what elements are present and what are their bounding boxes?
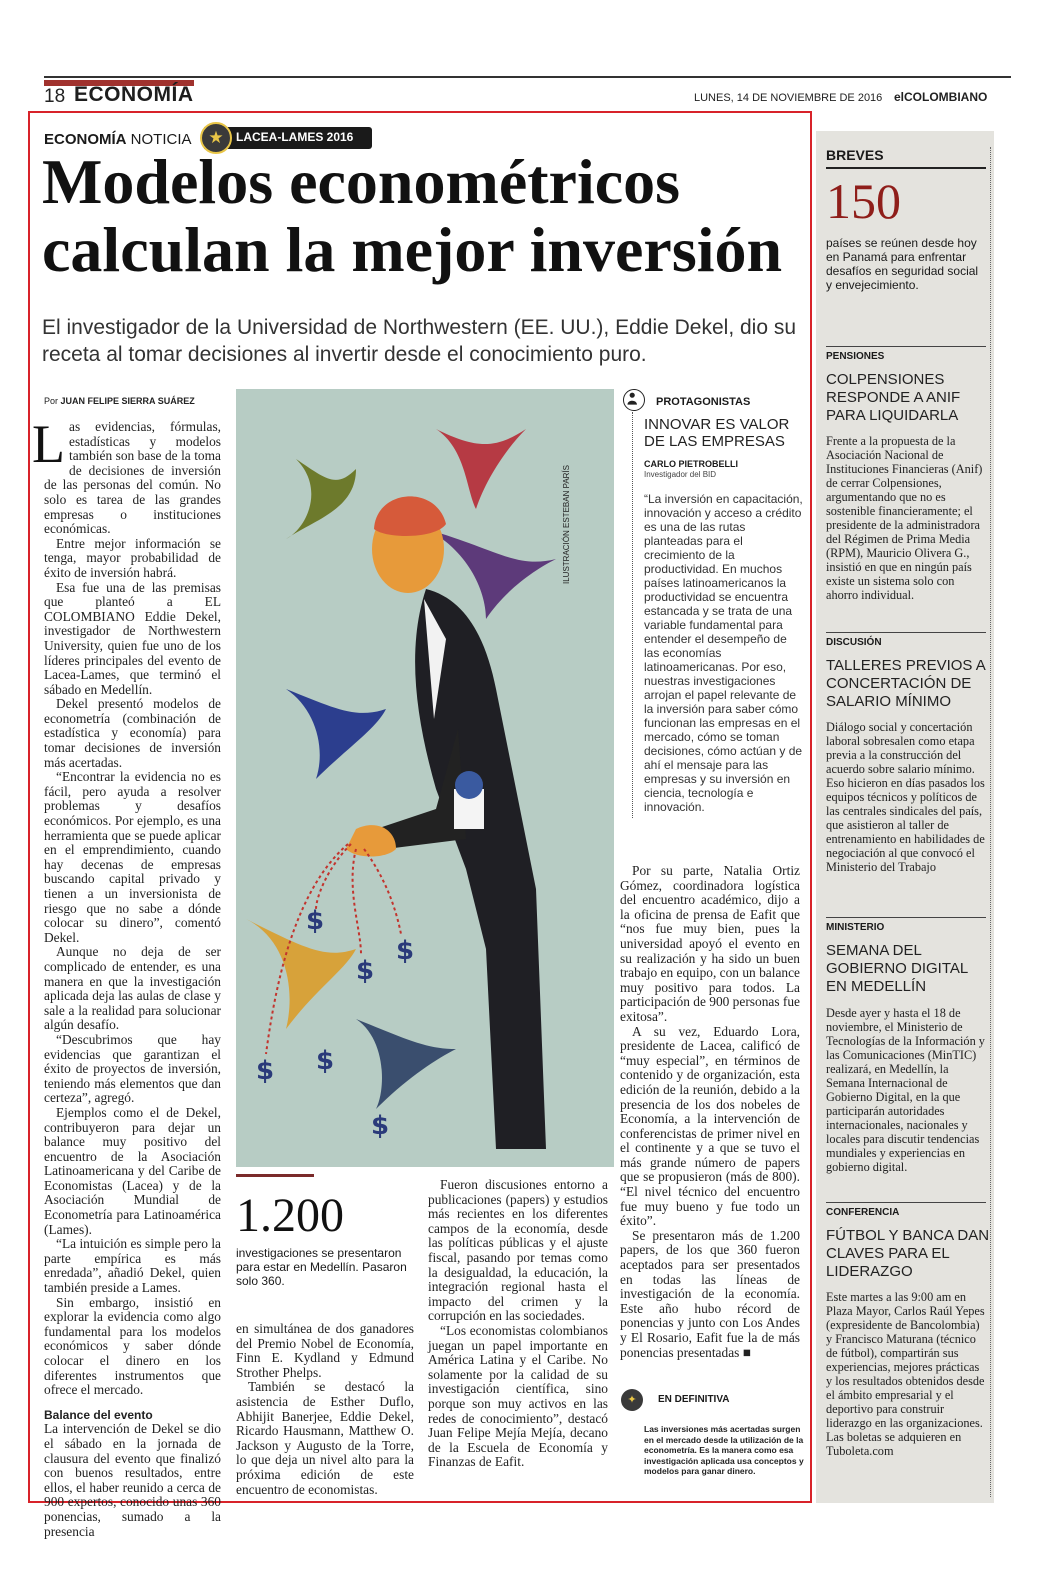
article-column-3 bbox=[428, 1178, 608, 1470]
sidebar-body: Desde ayer y hasta el 18 de noviembre, el Ministerio de Tecnologías de la Información y las Comunicaciones (MinTIC) realizará, en Medellín, la Semana Internacional de Gobierno Digital, en la que participarán autoridades internacionales, nacionales y locales para discutir tendencias mundiales y experiencias en gobierno digital. bbox=[826, 1006, 985, 1174]
protagonistas-label: PROTAGONISTAS bbox=[656, 396, 751, 408]
paragraph: as evidencias, fórmulas, estadísticas y modelos también son base de la toma de decisiones de inversión de las personas del común. No solo es tarea de las grandes empresas o instituciones económicas. bbox=[44, 419, 221, 537]
svg-text:$: $ bbox=[371, 1111, 390, 1141]
svg-text:$: $ bbox=[306, 906, 325, 936]
stat-number: 1.200 bbox=[236, 1189, 344, 1242]
protagonistas-name: CARLO PIETROBELLI bbox=[644, 459, 738, 469]
sidebar-divider bbox=[990, 147, 991, 1497]
paragraph: en simultánea de dos ganadores del Premio Nobel de Economía, Finn E. Kydland y Edmund Strother Phelps. bbox=[236, 1321, 414, 1380]
paragraph: Ejemplos como el de Dekel, contribuyeron para dejar un balance muy positivo del encuentro de la Asociación Latinoamericana y del Caribe de Economistas (Lacea) y de la Asociación Mundial de Econometría para Latinoamérica (Lames). bbox=[44, 1104, 221, 1237]
masthead-rule bbox=[44, 76, 1011, 78]
paragraph: Esa fue una de las premisas que planteó a EL COLOMBIANO Eddie Dekel, investigador de Northwestern University, quien fue uno de los líderes principales del evento de Lacea-Lames, que terminó el sábado en Medellín. bbox=[44, 579, 221, 697]
article-column-4 bbox=[620, 864, 800, 1360]
protagonistas-role: Investigador del BID bbox=[644, 470, 717, 479]
protagonistas-headline: INNOVAR ES VALOR DE LAS EMPRESAS bbox=[644, 416, 790, 450]
sidebar-title-rule bbox=[826, 167, 986, 169]
publication-name: elCOLOMBIANO bbox=[894, 90, 988, 104]
emblem-icon: ✦ bbox=[621, 1389, 643, 1411]
sidebar-rule bbox=[826, 917, 986, 918]
byline bbox=[44, 396, 195, 406]
issue-date: LUNES, 14 DE NOVIEMBRE DE 2016 bbox=[694, 92, 883, 104]
stat-rule bbox=[236, 1174, 314, 1177]
protagonistas-quote: “La inversión en capacitación, innovación y acceso a crédito es una de las rutas planteadas para el crecimiento de la productividad. En muchos países latinoamericanos la productividad se encuentra estancada y se trata de una variable fundamental para entender el desempeño de las economías latinoamericanas. Por eso, nuestras investigaciones arrojan el papel relevante de la inversión para saber cómo funcionan las empresas en el mercado, cómo se toman decisiones, cómo actúan y de ahí el mensaje para las empresas y su inversión en ciencia, tecnología e innovación. bbox=[644, 492, 803, 814]
sidebar-category: DISCUSIÓN bbox=[826, 637, 882, 648]
article-column-1 bbox=[32, 414, 221, 1539]
sidebar-category: MINISTERIO bbox=[826, 922, 885, 933]
page-number: 18 bbox=[44, 86, 66, 107]
byline-prefix: Por bbox=[44, 396, 59, 406]
headline bbox=[42, 148, 802, 284]
sidebar-rule bbox=[826, 632, 986, 633]
paragraph: Por su parte, Natalia Ortiz Gómez, coordinadora logística del encuentro académico, dijo a la oficina de prensa de Eafit que “nos fue muy bien, pues la universidad apoyó el evento en su realización y ha sido un buen trabajo en equipo, con un balance muy positivo para todos. La participación de 900 personas fue exitosa”. bbox=[620, 863, 800, 1024]
byline-author: JUAN FELIPE SIERRA SUÁREZ bbox=[60, 396, 195, 406]
en-definitiva-text: Las inversiones más acertadas surgen en el mercado desde la utilización de la econometría. Es la manera como esa investigación aplicada usa conceptos y modelos para ganar dinero. bbox=[644, 1424, 804, 1476]
sidebar-rule bbox=[826, 346, 986, 347]
paragraph: También se destacó la asistencia de Esther Duflo, Abhijit Banerjee, Eddie Dekel, Ricardo Hausmann, Matthew O. Jackson y Augusto de la Torre, lo que deja un nivel alto para la próxima edición de este encuentro de economistas. bbox=[236, 1379, 414, 1497]
sidebar-body: Diálogo social y concertación laboral sobresalen como etapa previa a la construcción del acuerdo sobre salario mínimo. Eso hicieron en días pasados los equipos técnicos y políticos de las centrales sindicales del país, que asistieron al taller de entrenamiento en habilidades de negociación al que convocó el Ministerio del Trabajo bbox=[826, 720, 985, 874]
en-definitiva-label: EN DEFINITIVA bbox=[658, 1394, 730, 1405]
paragraph: A su vez, Eduardo Lora, presidente de Lacea, calificó de “muy especial”, en términos de contenido y de organización, esta edición de la reunión, debido a la presencia de los dos nobeles de Economía, a la intervención de conferencistas de primer nivel en el continente y a que se tuvo el más grande número de papers que se propusieron (más de 800). “El nivel técnico del encuentro fue muy bueno y fue todo un éxito”. bbox=[620, 1023, 800, 1229]
svg-text:$: $ bbox=[396, 936, 415, 966]
illustration-artwork bbox=[236, 389, 614, 1167]
sidebar-headline: FÚTBOL Y BANCA DAN CLAVES PARA EL LIDERAZGO bbox=[826, 1227, 990, 1280]
protagonistas-rule bbox=[632, 412, 633, 818]
sidebar-headline: TALLERES PREVIOS A CONCERTACIÓN DE SALARIO MÍNIMO bbox=[826, 657, 985, 710]
sidebar-category: CONFERENCIA bbox=[826, 1207, 900, 1218]
sidebar-headline: COLPENSIONES RESPONDE A ANIF PARA LIQUIDARLA bbox=[826, 371, 961, 424]
section-name: ECONOMÍA bbox=[74, 83, 194, 106]
person-icon bbox=[623, 389, 645, 411]
paragraph: Se presentaron más de 1.200 papers, de los que 360 fueron aceptados para ser presentados en todas las líneas de investigación de la economía. Este año hubo récord de ponencias y junto con Los Andes y El Rosario, Eafit fue la de más ponencias presentadas ■ bbox=[620, 1227, 800, 1360]
stat-text: investigaciones se presentaron para estar en Medellín. Pasaron solo 360. bbox=[236, 1246, 407, 1288]
paragraph: Aunque no deja de ser complicado de entender, es una manera en que la investigación aplicada deja las aulas de clase y sale a la realidad para solucionar algún desafío. bbox=[44, 944, 221, 1033]
sidebar-category: PENSIONES bbox=[826, 351, 885, 362]
sidebar-headline: SEMANA DEL GOBIERNO DIGITAL EN MEDELLÍN bbox=[826, 942, 968, 995]
article-column-2 bbox=[236, 1322, 414, 1497]
paragraph: Entre mejor información se tenga, mayor probabilidad de éxito de inversión habrá. bbox=[44, 535, 221, 580]
paragraph: Dekel presentó modelos de econometría (combinación de estadística y economía) para tomar decisiones de inversión más acertadas. bbox=[44, 696, 221, 770]
sidebar-body: Frente a la propuesta de la Asociación Nacional de Instituciones Financieras (Anif) de cerrar Colpensiones, argumentando que no es sostenible financieramente; el presidente de la administradora del Régimen de Prima Media (RPM), Mauricio Olivera G., insistió en que en ningún país existe un sistema solo con ahorro individual. bbox=[826, 434, 983, 602]
paragraph: Fueron discusiones entorno a publicaciones (papers) y estudios más recientes en los diferentes campos de la economía, desde las políticas públicas y el ajuste fiscal, pasando por temas como la desigualdad, la educación, la integración regional hasta el impacto del crimen y la corrupción en las sociedades. bbox=[428, 1177, 608, 1324]
illustration-credit: ILUSTRACIÓN ESTEBAN PARÍS bbox=[562, 465, 571, 584]
headline-line-2: calculan la mejor inversión bbox=[42, 214, 783, 285]
headline-line-1: Modelos econométricos bbox=[42, 146, 681, 217]
paragraph: “Descubrimos que hay evidencias que garantizan el éxito de proyectos de inversión, teniendo más elementos que dan certeza”, agregó. bbox=[44, 1031, 221, 1106]
svg-text:$: $ bbox=[316, 1046, 335, 1076]
article-illustration bbox=[236, 389, 614, 1167]
svg-text:$: $ bbox=[356, 956, 375, 986]
paragraph: “Encontrar la evidencia no es fácil, pero ayuda a resolver problemas y desafíos económicos. Por ejemplo, es una herramienta que se puede aplicar en el emprendimiento, cuando hay decenas de empresas buscando capital privado y tienen a un inversionista de riesgo que no sabe a dónde colocar su dinero”, comentó Dekel. bbox=[44, 769, 221, 945]
event-badge-label: LACEA-LAMES 2016 bbox=[236, 130, 354, 144]
star-emblem-icon: ★ bbox=[200, 122, 232, 154]
sidebar-title: BREVES bbox=[826, 147, 884, 163]
sidebar-body: Este martes a las 9:00 am en Plaza Mayor, Carlos Raúl Yepes (expresidente de Bancolombia) y Francisco Maturana (técnico de fútbol), compartirán sus experiencias, mejores prácticas y los resultados obtenidos desde el ámbito empresarial y el deportivo para construir liderazgo en las organizaciones. Las boletas se adquieren en Tuboleta.com bbox=[826, 1290, 985, 1458]
sidebar-big-number: 150 bbox=[826, 173, 901, 229]
paragraph: La intervención de Dekel se dio el sábado en la jornada de clausura del evento que finalizó con buenos resultados, entre ellos, el haber reunido a cerca de 900 expertos, conocido unas 360 ponencias, sumado a la presencia bbox=[44, 1421, 221, 1539]
paragraph: Sin embargo, insistió en explorar la evidencia como algo fundamental para los modelos económicos y saber dónde colocar el dinero en los diferentes instrumentos que ofrece el mercado. bbox=[44, 1294, 221, 1398]
paragraph: “Los economistas colombianos juegan un papel importante en América Latina y el Caribe. No solamente por la calidad de su investigación científica, sino porque son muy activos en las redes de conocimiento”, destacó Juan Felipe Mejía Mejía, decano de la Escuela de Economía y Finanzas de Eafit. bbox=[428, 1322, 608, 1470]
kicker-type: NOTICIA bbox=[130, 131, 192, 148]
drop-cap: L bbox=[32, 414, 65, 474]
sidebar-big-number-text: países se reúnen desde hoy en Panamá para enfrentar desafíos en seguridad social y envejecimiento. bbox=[826, 236, 979, 292]
paragraph: “La intuición es simple pero la parte empírica es más enredada”, añadió Dekel, quien también preside a Lames. bbox=[44, 1236, 221, 1296]
article-deck: El investigador de la Universidad de Northwestern (EE. UU.), Eddie Dekel, dio su receta al tomar decisiones al invertir desde el conocimiento puro. bbox=[42, 316, 797, 366]
svg-text:$: $ bbox=[256, 1056, 275, 1086]
subhead: Balance del evento bbox=[44, 1407, 153, 1422]
kicker-section: ECONOMÍA bbox=[44, 131, 127, 148]
sidebar-rule bbox=[826, 1202, 986, 1203]
